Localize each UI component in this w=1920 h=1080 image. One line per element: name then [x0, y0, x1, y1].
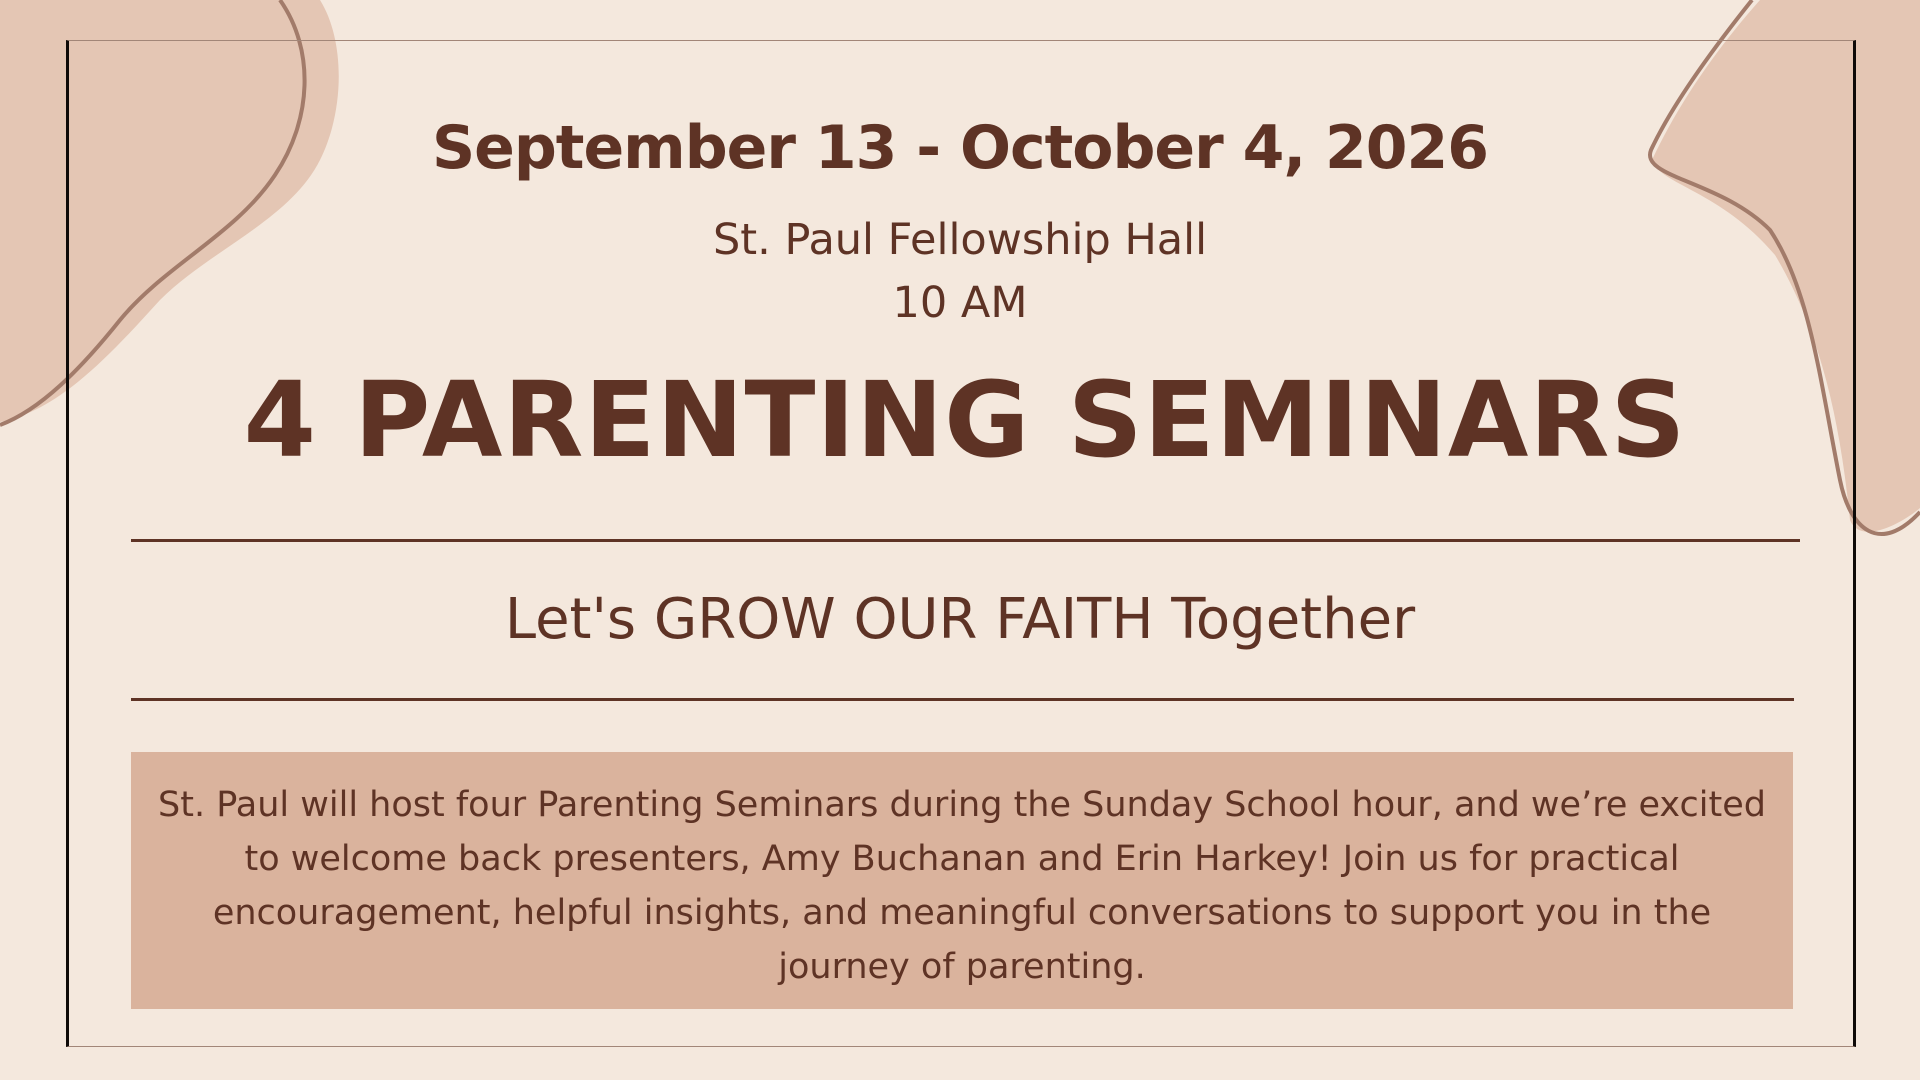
event-description: St. Paul will host four Parenting Seminars during the Sunday School hour, and we’re excited to welcome back presenters, Amy Buchanan and Erin Harkey! Join us for practical encouragement, helpful insights, and meaningful conversations to support you in the journey of parenting.: [158, 785, 1766, 987]
description-box: [131, 752, 1793, 1009]
event-time: 10 AM: [892, 278, 1028, 328]
event-tagline: Let's GROW OUR FAITH Together: [504, 587, 1416, 652]
event-title: 4 PARENTING SEMINARS: [243, 359, 1687, 481]
event-date-range: September 13 - October 4, 2026: [431, 113, 1489, 183]
top-divider: [131, 539, 1800, 542]
event-venue: St. Paul Fellowship Hall: [712, 215, 1208, 265]
bottom-divider: [131, 698, 1794, 701]
